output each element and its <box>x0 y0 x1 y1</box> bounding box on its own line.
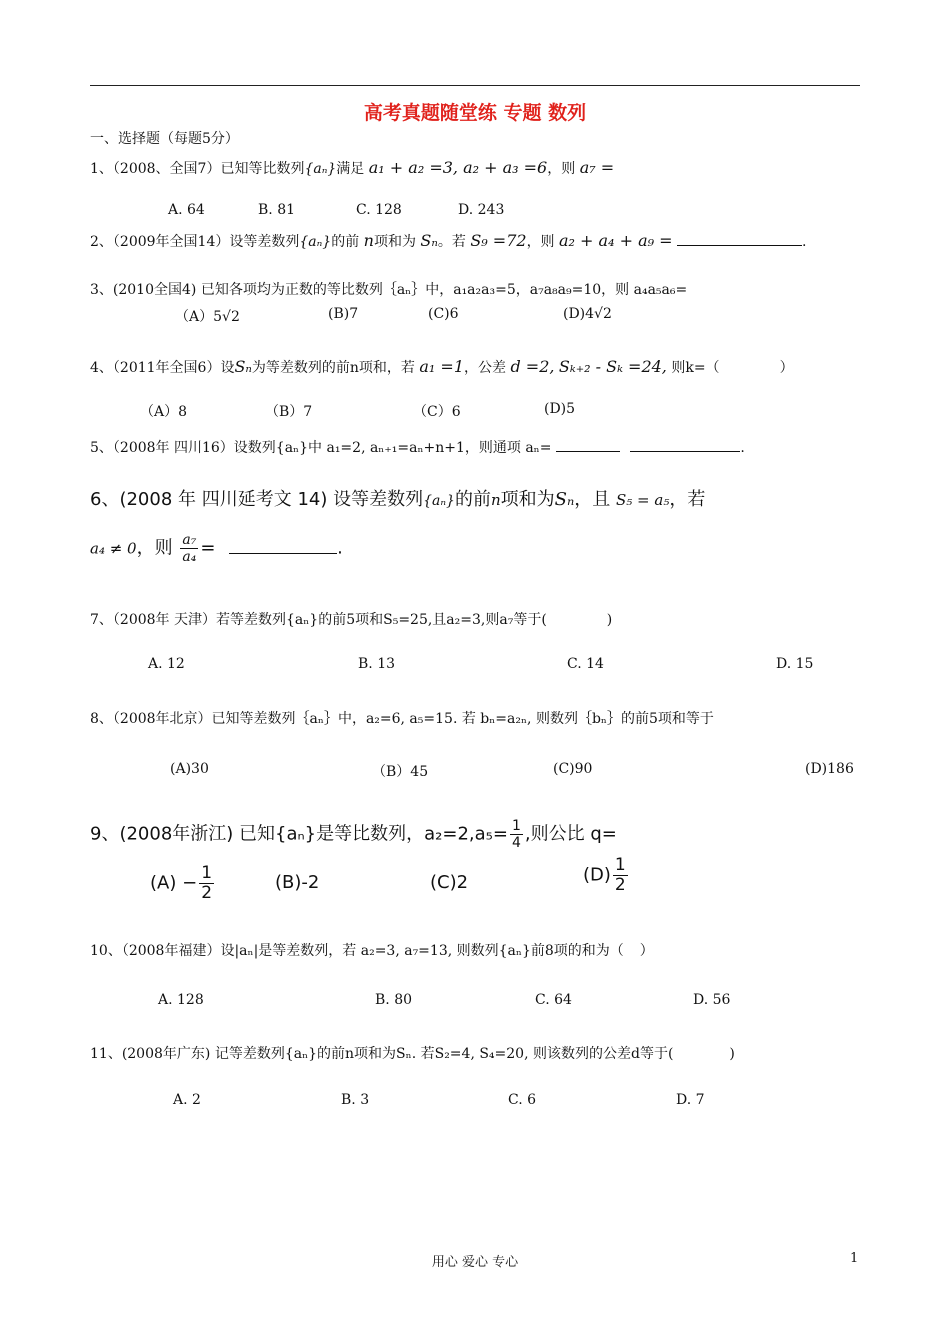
q10-option-c: C. 64 <box>535 992 572 1008</box>
q9-option-c: (C)2 <box>430 872 469 893</box>
question-3: 3、(2010全国4) 已知各项均为正数的等比数列｛aₙ｝中，a₁a₂a₃=5，a₇a₈a₉=10，则 a₄a₅a₆= <box>90 282 688 298</box>
q7-option-d: D. 15 <box>776 656 814 672</box>
question-6-continued: a₄ ≠ 0，则 $\frac{\text{a₇}}{\text{a₄}}$ = . <box>90 532 343 565</box>
fraction: $\frac{1}{4}$ <box>511 818 521 851</box>
question-9: 9、(2008年浙江) 已知{aₙ}是等比数列，a₂=2,a₅= $\frac{1}{4}$ ,则公比 q= <box>90 818 617 851</box>
answer-blank[interactable] <box>229 552 337 554</box>
q3-option-c: (C)6 <box>428 306 459 322</box>
q1-option-c: C. 128 <box>356 202 402 218</box>
header-rule <box>90 85 860 86</box>
q7-option-c: C. 14 <box>567 656 604 672</box>
q3-option-b: (B)7 <box>328 306 359 322</box>
question-2: 2、（2009年全国14）设等差数列{aₙ}的前 n项和为 Sₙ。若 S₉ =72，则 a₂ + a₄ + a₉ = . <box>90 231 807 250</box>
q7-option-b: B. 13 <box>358 656 396 672</box>
answer-blank[interactable] <box>677 244 802 246</box>
q8-option-d: (D)186 <box>805 761 854 777</box>
question-10: 10、（2008年福建）设|aₙ|是等差数列，若 a₂=3, a₇=13, 则数列{aₙ}前8项的和为（ ） <box>90 943 654 959</box>
answer-blank[interactable] <box>630 450 740 452</box>
q9-option-a: (A) − $\frac{1}{2}$ <box>150 863 213 903</box>
q3-option-d: (D)4√2 <box>563 306 612 322</box>
q9-option-d: (D) $\frac{1}{2}$ <box>583 855 626 895</box>
answer-blank[interactable] <box>556 450 620 452</box>
question-7: 7、（2008年 天津）若等差数列{aₙ}的前5项和S₅=25,且a₂=3,则a₇等于( ) <box>90 612 613 628</box>
q10-option-a: A. 128 <box>158 992 204 1008</box>
page-number: 1 <box>850 1251 859 1266</box>
question-1: 1、（2008、全国7）已知等比数列{aₙ}满足 a₁ + a₂ =3, a₂ + a₃ =6，则 a₇ = <box>90 158 615 177</box>
q4-option-d: (D)5 <box>544 401 576 417</box>
q8-option-a: (A)30 <box>170 761 209 777</box>
q11-option-a: A. 2 <box>173 1092 201 1108</box>
question-5: 5、（2008年 四川16）设数列{aₙ}中 a₁=2, aₙ₊₁=aₙ+n+1，则通项 aₙ= . <box>90 440 745 456</box>
q11-option-c: C. 6 <box>508 1092 537 1108</box>
page-title: 高考真题随堂练 专题 数列 <box>363 102 587 124</box>
footer-slogan: 用心 爱心 专心 <box>431 1255 519 1270</box>
question-6: 6、(2008 年 四川延考文 14) 设等差数列{aₙ}的前n项和为Sₙ，且 S₅ = a₅，若 <box>90 489 706 510</box>
q4-option-c: （C）6 <box>413 404 461 420</box>
q8-option-c: (C)90 <box>553 761 593 777</box>
q1-option-d: D. 243 <box>458 202 505 218</box>
q11-option-d: D. 7 <box>676 1092 705 1108</box>
fraction: $\frac{\text{a₇}}{\text{a₄}}$ <box>182 532 197 565</box>
section-heading: 一、选择题（每题5分） <box>90 131 239 147</box>
q4-option-a: （A）8 <box>140 404 188 420</box>
q8-option-b: （B）45 <box>372 764 429 780</box>
question-8: 8、（2008年北京）已知等差数列｛aₙ｝中，a₂=6, a₅=15. 若 bₙ=a₂ₙ, 则数列｛bₙ｝的前5项和等于 <box>90 711 714 727</box>
q1-option-a: A. 64 <box>168 202 205 218</box>
q1-option-b: B. 81 <box>258 202 296 218</box>
q9-option-b: (B)-2 <box>275 872 320 893</box>
q4-option-b: （B）7 <box>265 404 313 420</box>
q11-option-b: B. 3 <box>341 1092 370 1108</box>
q10-option-b: B. 80 <box>375 992 413 1008</box>
question-4: 4、（2011年全国6）设Sₙ为等差数列的前n项和，若 a₁ =1，公差 d =2, Sₖ₊₂ - Sₖ =24, 则k=（ ） <box>90 357 794 376</box>
q3-option-a: （A）5√2 <box>175 309 240 325</box>
question-11: 11、(2008年广东) 记等差数列{aₙ}的前n项和为Sₙ. 若S₂=4, S₄=20, 则该数列的公差d等于( ) <box>90 1046 735 1062</box>
q10-option-d: D. 56 <box>693 992 731 1008</box>
q7-option-a: A. 12 <box>148 656 185 672</box>
